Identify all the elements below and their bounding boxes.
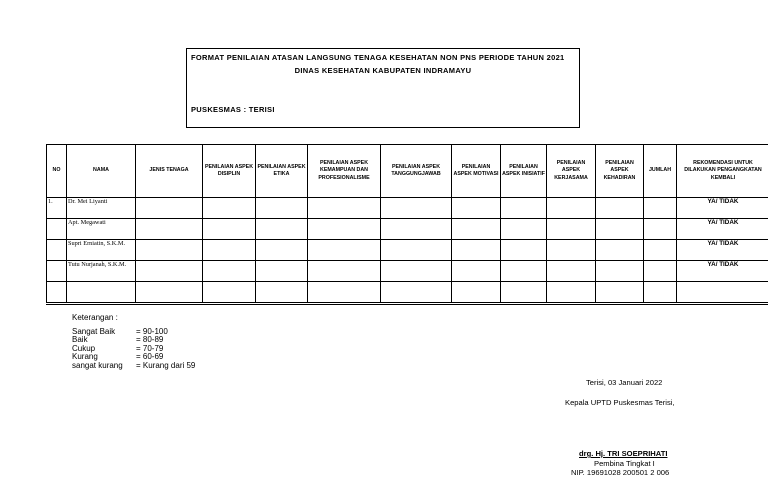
col-header-motivasi: PENILAIAN ASPEK MOTIVASI	[452, 145, 501, 198]
row-cell	[308, 282, 381, 304]
row-cell	[136, 240, 203, 261]
signature-position: Kepala UPTD Puskesmas Terisi,	[565, 398, 675, 407]
row-cell	[381, 261, 452, 282]
row-cell	[644, 240, 677, 261]
row-cell	[381, 198, 452, 219]
row-cell	[596, 282, 644, 304]
legend-label: Cukup	[72, 343, 96, 353]
row-nama: Supri Erniatin, S.K.M.	[67, 240, 136, 261]
row-cell	[644, 219, 677, 240]
row-cell	[203, 282, 256, 304]
row-cell	[596, 198, 644, 219]
row-cell	[596, 240, 644, 261]
col-header-jenis-tenaga: JENIS TENAGA	[136, 145, 203, 198]
row-cell	[136, 198, 203, 219]
row-cell	[547, 240, 596, 261]
signature-nip: NIP. 19691028 200501 2 006	[571, 468, 670, 477]
row-cell	[452, 282, 501, 304]
header-box	[186, 48, 580, 128]
row-cell	[596, 219, 644, 240]
col-header-no: NO	[47, 145, 67, 198]
row-cell	[677, 282, 768, 304]
row-no	[47, 219, 67, 240]
row-cell	[381, 240, 452, 261]
table-header-row	[47, 145, 768, 198]
row-cell	[452, 198, 501, 219]
legend-label: Kurang	[72, 352, 98, 362]
row-cell	[644, 282, 677, 304]
row-cell	[547, 219, 596, 240]
signature-place-date: Terisi, 03 Januari 2022	[586, 378, 663, 387]
table-row	[47, 198, 768, 219]
legend-range: = 80-89	[136, 335, 164, 345]
row-nama: Apt. Megawati	[67, 219, 136, 240]
legend-item	[72, 328, 195, 336]
row-rekomendasi: YA/ TIDAK	[677, 261, 768, 282]
row-cell	[203, 240, 256, 261]
row-cell	[644, 261, 677, 282]
row-cell	[256, 240, 308, 261]
col-header-jumlah: JUMLAH	[644, 145, 677, 198]
col-header-profesionalisme: PENILAIAN ASPEK KEMAMPUAN DAN PROFESIONALISME	[308, 145, 381, 198]
row-cell	[136, 261, 203, 282]
signature-rank: Pembina Tingkat I	[594, 459, 655, 468]
row-cell	[501, 261, 547, 282]
table-row	[47, 240, 768, 261]
row-no	[47, 261, 67, 282]
table-row	[47, 219, 768, 240]
row-cell	[308, 240, 381, 261]
row-cell	[452, 219, 501, 240]
keterangan-title: Keterangan :	[72, 313, 118, 322]
col-header-kerjasama: PENILAIAN ASPEK KERJASAMA	[547, 145, 596, 198]
col-header-inisiatif: PENILAIAN ASPEK INISIATIF	[501, 145, 547, 198]
puskesmas-label: PUSKESMAS : TERISI	[191, 105, 275, 114]
signature-name: drg. Hj. TRI SOEPRIHATI	[579, 449, 668, 458]
row-cell	[136, 282, 203, 304]
col-header-disiplin: PENILAIAN ASPEK DISIPLIN	[203, 145, 256, 198]
col-header-rekomendasi: REKOMENDASI UNTUK DILAKUKAN PENGANGKATAN KEMBALI	[677, 145, 768, 198]
row-cell	[256, 198, 308, 219]
row-cell	[308, 261, 381, 282]
row-cell	[67, 282, 136, 304]
col-header-kehadiran: PENILAIAN ASPEK KEHADIRAN	[596, 145, 644, 198]
row-cell	[381, 219, 452, 240]
form-title: FORMAT PENILAIAN ATASAN LANGSUNG TENAGA KESEHATAN NON PNS PERIODE TAHUN 2021	[191, 53, 565, 62]
legend-range: = 60-69	[136, 352, 164, 362]
row-cell	[203, 261, 256, 282]
row-rekomendasi: YA/ TIDAK	[677, 219, 768, 240]
row-cell	[501, 240, 547, 261]
legend-range: = Kurang dari 59	[136, 360, 196, 370]
row-cell	[501, 219, 547, 240]
row-cell	[203, 219, 256, 240]
agency-name: DINAS KESEHATAN KABUPATEN INDRAMAYU	[294, 66, 472, 75]
row-cell	[136, 219, 203, 240]
row-cell	[256, 261, 308, 282]
row-cell	[203, 198, 256, 219]
row-nama: Tutu Nurjanah, S.K.M.	[67, 261, 136, 282]
legend-label: Sangat Baik	[72, 327, 116, 336]
legend-label: Baik	[72, 335, 88, 345]
legend-range: = 70-79	[136, 343, 164, 353]
legend-range: = 90-100	[136, 327, 168, 336]
table-row	[47, 261, 768, 282]
row-cell	[452, 261, 501, 282]
row-cell	[547, 261, 596, 282]
row-cell	[547, 198, 596, 219]
legend-item	[72, 362, 195, 370]
table-row-empty	[47, 282, 768, 304]
row-rekomendasi: YA/ TIDAK	[677, 198, 768, 219]
row-cell	[501, 282, 547, 304]
row-no: 1.	[47, 198, 67, 219]
col-header-tanggungjawab: PENILAIAN ASPEK TANGGUNGJAWAB	[381, 145, 452, 198]
row-cell	[308, 219, 381, 240]
row-cell	[501, 198, 547, 219]
row-cell	[381, 282, 452, 304]
row-cell	[547, 282, 596, 304]
assessment-table	[46, 144, 768, 305]
row-cell	[256, 219, 308, 240]
score-legend	[72, 328, 195, 370]
row-no	[47, 240, 67, 261]
row-cell	[596, 261, 644, 282]
col-header-etika: PENILAIAN ASPEK ETIKA	[256, 145, 308, 198]
row-nama: Dr. Mei Liyanti	[67, 198, 136, 219]
legend-label: sangat kurang	[72, 360, 123, 370]
row-cell	[452, 240, 501, 261]
col-header-nama: NAMA	[67, 145, 136, 198]
row-cell	[644, 198, 677, 219]
row-cell	[47, 282, 67, 304]
row-cell	[256, 282, 308, 304]
row-cell	[308, 198, 381, 219]
row-rekomendasi: YA/ TIDAK	[677, 240, 768, 261]
